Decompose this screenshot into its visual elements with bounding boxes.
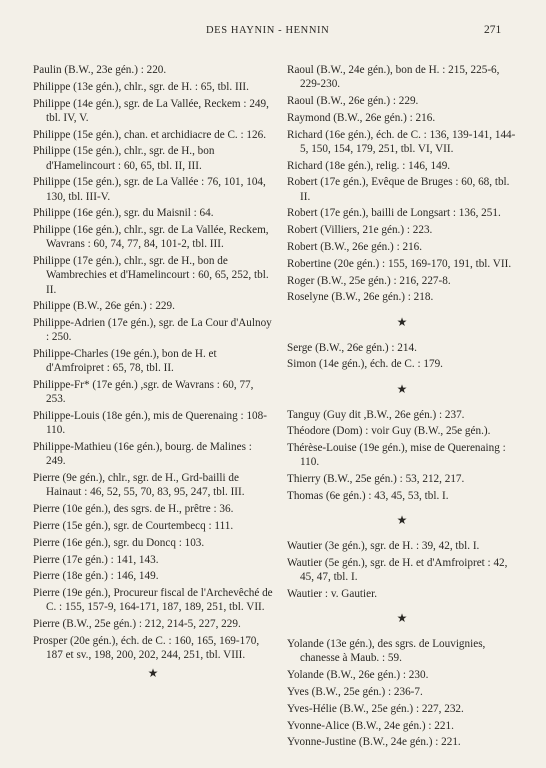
index-entry: Philippe (16e gén.), sgr. du Maisnil : 64. — [33, 207, 214, 220]
index-entry: Tanguy (Guy dit ,B.W., 26e gén.) : 237. — [287, 408, 465, 421]
index-entry: Pierre (17e gén.) : 141, 143. — [33, 553, 159, 566]
index-entry: Philippe (16e gén.), chlr., sgr. de La Vallée, Reckem, Wavrans : 60, 74, 77, 84, 101-2, tbl. III. — [33, 224, 269, 251]
index-entry: Pierre (9e gén.), chlr., sgr. de H., Grd-bailli de Hainaut : 46, 52, 55, 70, 83, 95, 247, tbl. III. — [33, 472, 245, 499]
index-entry: Robert (B.W., 26e gén.) : 216. — [287, 240, 423, 253]
index-entry: Philippe-Louis (18e gén.), mis de Querenaing : 108-110. — [33, 410, 267, 437]
index-entry: Philippe-Charles (19e gén.), bon de H. et d'Amfroipret : 65, 78, tbl. II. — [33, 348, 217, 375]
section-separator-star: ★ — [396, 513, 408, 528]
left-column — [33, 63, 273, 680]
right-column — [287, 63, 517, 752]
index-entry: Philippe (17e gén.), chlr., sgr. de H., bon de Wambrechies et d'Hamelincourt : 60, 65, 252, tbl. II. — [33, 255, 269, 296]
index-entry: Philippe-Fr* (17e gén.) ,sgr. de Wavrans : 60, 77, 253. — [33, 379, 254, 406]
index-entry: Philippe (15e gén.), chan. et archidiacre de C. : 126. — [33, 128, 266, 141]
running-title: DES HAYNIN - HENNIN — [206, 25, 330, 36]
index-entry: Philippe-Mathieu (16e gén.), bourg. de Malines : 249. — [33, 441, 252, 468]
index-entry: Pierre (19e gén.), Procureur fiscal de l'Archevêché de C. : 155, 157-9, 164-171, 187, 189, 251, tbl. VII. — [33, 587, 273, 614]
section-separator-star: ★ — [396, 381, 408, 396]
section-separator-star: ★ — [147, 666, 159, 681]
index-entry: Prosper (20e gén.), éch. de C. : 160, 165, 169-170, 187 et sv., 198, 200, 202, 244, 251, tbl. VIII. — [33, 634, 260, 662]
index-entry: Roselyne (B.W., 26e gén.) : 218. — [287, 291, 434, 304]
index-entry: Serge (B.W., 26e gén.) : 214. — [287, 341, 417, 354]
index-entry: Yvonne-Justine (B.W., 24e gén.) : 221. — [287, 736, 461, 749]
index-entry: Thérèse-Louise (19e gén.), mise de Querenaing : 110. — [287, 442, 506, 469]
index-entry: Robert (17e gén.), Evêque de Bruges : 60, 68, tbl. II. — [287, 176, 510, 203]
index-entry: Paulin (B.W., 23e gén.) : 220. — [33, 64, 167, 76]
index-entry: Yolande (B.W., 26e gén.) : 230. — [287, 669, 429, 682]
index-entry: Thomas (6e gén.) : 43, 45, 53, tbl. I. — [287, 489, 449, 502]
index-entry: Wautier (3e gén.), sgr. de H. : 39, 42, tbl. I. — [287, 540, 480, 553]
index-entry: Philippe (15e gén.), chlr., sgr. de H., bon d'Hamelincourt : 60, 65, tbl. II, III. — [33, 145, 215, 172]
index-entry: Wautier : v. Gautier. — [287, 587, 378, 600]
index-entry: Yolande (13e gén.), des sgrs. de Louvignies, chanesse à Maub. : 59. — [287, 638, 486, 665]
index-entry: Philippe (15e gén.), sgr. de La Vallée : 76, 101, 104, 130, tbl. III-V. — [33, 176, 266, 203]
index-entry: Philippe-Adrien (17e gén.), sgr. de La Cour d'Aulnoy : 250. — [33, 317, 272, 344]
index-entry: Richard (18e gén.), relig. : 146, 149. — [287, 159, 451, 172]
index-entry: Philippe (B.W., 26e gén.) : 229. — [33, 300, 175, 313]
index-entry: Richard (16e gén.), éch. de C. : 136, 139-141, 144-5, 150, 154, 179, 251, tbl. VI, VII. — [287, 128, 516, 155]
index-entry: Pierre (B.W., 25e gén.) : 212, 214-5, 227, 229. — [33, 618, 241, 631]
index-entry: Yves-Hélie (B.W., 25e gén.) : 227, 232. — [287, 702, 464, 715]
page-number: 271 — [484, 24, 502, 36]
index-entry: Raoul (B.W., 24e gén.), bon de H. : 215, 225-6, 229-230. — [287, 64, 500, 91]
index-entry: Théodore (Dom) : voir Guy (B.W., 25e gén.). — [287, 425, 491, 438]
section-separator-star: ★ — [396, 314, 408, 329]
index-entry: Robertine (20e gén.) : 155, 169-170, 191, tbl. VII. — [287, 257, 512, 270]
index-entry: Robert (Villiers, 21e gén.) : 223. — [287, 224, 433, 237]
index-entry: Robert (17e gén.), bailli de Longsart : 136, 251. — [287, 207, 501, 220]
index-entry: Wautier (5e gén.), sgr. de H. et d'Amfroipret : 42, 45, 47, tbl. I. — [287, 556, 508, 584]
page-header — [0, 24, 546, 40]
index-entry: Pierre (16e gén.), sgr. du Doncq : 103. — [33, 536, 205, 549]
index-entry: Yves (B.W., 25e gén.) : 236-7. — [287, 685, 423, 698]
index-entry: Raoul (B.W., 26e gén.) : 229. — [287, 95, 419, 107]
index-entry: Pierre (15e gén.), sgr. de Courtembecq : 111. — [33, 519, 234, 532]
index-entry: Philippe (14e gén.), sgr. de La Vallée, Reckem : 249, tbl. IV, V. — [33, 97, 269, 124]
section-separator-star: ★ — [396, 611, 408, 626]
index-entry: Yvonne-Alice (B.W., 24e gén.) : 221. — [287, 719, 454, 732]
index-entry: Raymond (B.W., 26e gén.) : 216. — [287, 111, 436, 124]
index-entry: Pierre (18e gén.) : 146, 149. — [33, 570, 159, 583]
index-entry: Roger (B.W., 25e gén.) : 216, 227-8. — [287, 274, 451, 287]
index-entry: Pierre (10e gén.), des sgrs. de H., prêtre : 36. — [33, 503, 234, 516]
index-entry: Philippe (13e gén.), chlr., sgr. de H. : 65, tbl. III. — [33, 80, 249, 93]
index-entry: Thierry (B.W., 25e gén.) : 53, 212, 217. — [287, 473, 465, 486]
index-entry: Simon (14e gén.), éch. de C. : 179. — [287, 358, 443, 371]
